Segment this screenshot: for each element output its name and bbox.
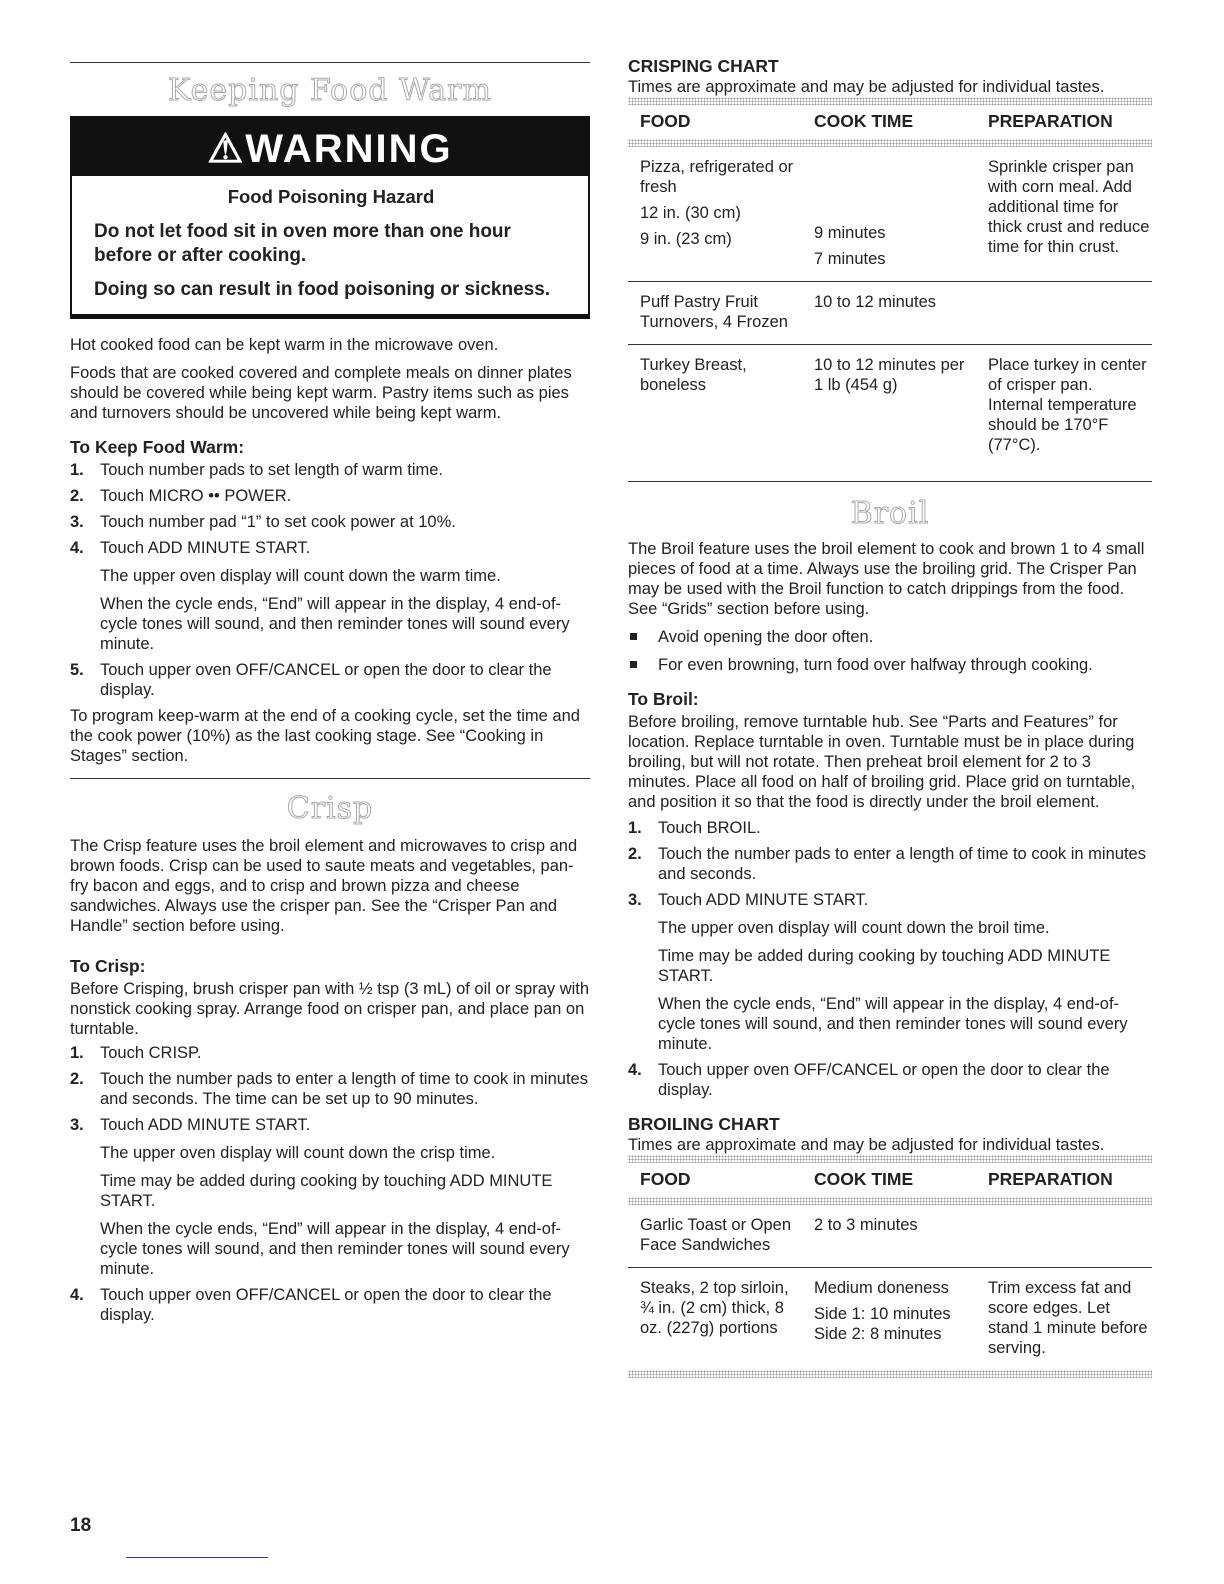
step-text: Touch upper oven OFF/CANCEL or open the door to clear the display. [658,1061,1110,1099]
warning-box [70,116,590,319]
cell-text: 9 minutes [814,224,886,242]
left-column [70,0,590,1331]
table-cell: Puff Pastry Fruit Turnovers, 4 Frozen [628,282,802,345]
table-cell: Sprinkle crisper pan with corn meal. Add additional time for thick crust and reduce time for thin crust. [976,147,1152,282]
cell-text: 9 in. (23 cm) [640,230,732,248]
warning-body [72,176,588,314]
crisp-title: Crisp [286,791,374,826]
cell-text: Medium doneness [814,1279,949,1297]
steps-list [70,1043,590,1325]
list-item [70,512,590,532]
paragraph: The Crisp feature uses the broil element and microwaves to crisp and brown foods. Crisp can be used to saute meats and vegetables, pan-fry bacon and eggs, and to crisp and brown pizza and cheese sandwiches. Always use the crisper pan. See the “Crisper Pan and Handle” section before using. [70,837,578,935]
step-number: 5. [70,661,84,679]
list-item [628,890,1152,1054]
table-cell [976,1205,1152,1268]
subheading: To Broil: [628,689,699,709]
cell-text: Pizza, refrigerated or fresh [640,158,794,196]
step-note: When the cycle ends, “End” will appear in the display, 4 end-of-cycle tones will sound, and then reminder tones will sound every minute. [658,995,1128,1053]
step-note: Time may be added during cooking by touching ADD MINUTE START. [100,1172,553,1210]
paragraph: Hot cooked food can be kept warm in the microwave oven. [70,336,499,354]
step-text: Touch upper oven OFF/CANCEL or open the door to clear the display. [100,1286,552,1324]
bullet-text: Avoid opening the door often. [658,628,874,646]
subheading: To Crisp: [70,956,146,976]
step-number: 3. [628,891,642,909]
dotted-rule [628,97,1152,105]
step-note: When the cycle ends, “End” will appear in the display, 4 end-of-cycle tones will sound, and then reminder tones will sound every minute. [100,595,570,653]
table-row [628,147,1152,282]
bullet-marker [630,661,637,668]
step-number: 4. [70,539,84,557]
right-column [628,0,1152,1378]
column-header: COOK TIME [814,111,914,131]
table-cell: 10 to 12 minutes per 1 lb (454 g) [802,345,976,482]
bullet-item [628,655,1152,675]
bullet-text: For even browning, turn food over halfway through cooking. [658,656,1093,674]
column-header: FOOD [640,111,691,131]
subheading: To Keep Food Warm: [70,437,245,457]
broil-title: Broil [850,496,930,531]
section-divider [70,778,590,779]
list-item [70,1043,590,1063]
cell-text: Side 2: 8 minutes [814,1325,942,1343]
step-text: Touch the number pads to enter a length of time to cook in minutes and seconds. [658,845,1146,883]
section-divider [70,62,590,63]
list-item [628,1060,1152,1100]
table-cell: 10 to 12 minutes [802,282,976,345]
table-cell: 2 to 3 minutes [802,1205,976,1268]
step-note: When the cycle ends, “End” will appear in the display, 4 end-of-cycle tones will sound, and then reminder tones will sound every minute. [100,1220,570,1278]
steps-list [628,818,1152,1100]
paragraph: Foods that are cooked covered and complete meals on dinner plates should be covered while being kept warm. Pastry items such as pies and turnovers should be uncovered while being kept warm. [70,364,572,422]
step-text: Touch BROIL. [658,819,761,837]
cell-text: 12 in. (30 cm) [640,204,741,222]
step-number: 1. [70,461,84,479]
paragraph: The Broil feature uses the broil element to cook and brown 1 to 4 small pieces of food at a time. Always use the broiling grid. The Crisper Pan may be used with the Broil function to catch drippings from the food. See “Grids” section before using. [628,540,1145,618]
step-number: 2. [628,845,642,863]
warning-heading: ⚠WARNING [72,118,588,176]
keep-warm-title: Keeping Food Warm [168,73,492,108]
step-number: 3. [70,1116,84,1134]
step-number: 2. [70,487,84,505]
cell-text: Side 1: 10 minutes [814,1305,951,1323]
step-text: Touch ADD MINUTE START. [658,891,869,909]
step-number: 4. [70,1286,84,1304]
bullet-list [628,627,1152,675]
step-number: 3. [70,513,84,531]
step-text: Touch CRISP. [100,1044,202,1062]
table-cell: Garlic Toast or Open Face Sandwiches [628,1205,802,1268]
paragraph: Before broiling, remove turntable hub. See “Parts and Features” for location. Replace turntable in oven. Turntable must be in place during broiling, but will not rotate. Then preheat broil element for 2 to 3 minutes. Place all food on half of broiling grid. Place grid on turntable, and position it so that the food is directly under the broil element. [628,713,1136,811]
step-text: Touch number pads to set length of warm time. [100,461,444,479]
cell-text: 7 minutes [814,250,886,268]
step-text: Touch number pad “1” to set cook power at 10%. [100,513,456,531]
crisping-chart-table [628,105,1152,482]
column-header: FOOD [640,1169,691,1189]
table-header-row [628,105,1152,139]
crisping-chart-title: CRISPING CHART [628,56,779,76]
paragraph: To program keep-warm at the end of a cooking cycle, set the time and the cook power (10%) as the last cooking stage. See “Cooking in Stages” section. [70,707,580,765]
table-header-row [628,1163,1152,1197]
step-note: The upper oven display will count down the crisp time. [100,1144,496,1162]
step-text: Touch ADD MINUTE START. [100,1116,311,1134]
warning-line-1: Do not let food sit in oven more than one hour before or after cooking. [94,221,511,266]
step-text: Touch MICRO •• POWER. [100,487,292,505]
table-cell: Trim excess fat and score edges. Let stand 1 minute before serving. [988,1279,1148,1357]
list-item [70,660,590,700]
table-cell: Turkey Breast, boneless [628,345,802,482]
table-row [628,1268,1152,1371]
list-item [70,1115,590,1279]
list-item [70,1069,590,1109]
list-item [628,844,1152,884]
list-item [70,1285,590,1325]
dotted-rule [628,139,1152,147]
table-cell [976,282,1152,345]
table-row [628,345,1152,482]
column-header: PREPARATION [988,111,1113,131]
chart-subtitle: Times are approximate and may be adjusted for individual tastes. [628,1136,1105,1154]
column-header: PREPARATION [988,1169,1113,1189]
table-row [628,282,1152,345]
step-note: The upper oven display will count down the broil time. [658,919,1050,937]
step-text: Touch upper oven OFF/CANCEL or open the door to clear the display. [100,661,552,699]
steps-list [70,460,590,700]
table-cell: Steaks, 2 top sirloin, ¾ in. (2 cm) thick, 8 oz. (227g) portions [640,1279,789,1337]
list-item [70,460,590,480]
table-cell [802,147,976,282]
step-note: Time may be added during cooking by touching ADD MINUTE START. [658,947,1111,985]
page-number: 18 [70,1515,92,1536]
step-text: Touch ADD MINUTE START. [100,539,311,557]
footer-divider [126,1557,268,1558]
list-item [628,818,1152,838]
warning-line-2: Doing so can result in food poisoning or sickness. [94,279,551,300]
table-cell: Place turkey in center of crisper pan. Internal temperature should be 170°F (77°C). [976,345,1152,482]
step-number: 2. [70,1070,84,1088]
chart-subtitle: Times are approximate and may be adjusted for individual tastes. [628,78,1105,96]
step-number: 1. [70,1044,84,1062]
bullet-marker [630,633,637,640]
step-text: Touch the number pads to enter a length of time to cook in minutes and seconds. The time can be set up to 90 minutes. [100,1070,588,1108]
table-cell [628,147,802,282]
broiling-chart-title: BROILING CHART [628,1114,780,1134]
table-row [628,1205,1152,1268]
column-header: COOK TIME [814,1169,914,1189]
table-cell [802,1268,976,1371]
step-note: The upper oven display will count down the warm time. [100,567,501,585]
dotted-rule [628,1155,1152,1163]
list-item [70,538,590,654]
dotted-rule [628,1370,1152,1378]
dotted-rule [628,1197,1152,1205]
broiling-chart-table [628,1163,1152,1378]
warning-hazard: Food Poisoning Hazard [227,186,435,207]
step-number: 4. [628,1061,642,1079]
paragraph: Before Crisping, brush crisper pan with ½ tsp (3 mL) of oil or spray with nonstick cooking spray. Arrange food on crisper pan, and place pan on turntable. [70,980,590,1038]
step-number: 1. [628,819,642,837]
bullet-item [628,627,1152,647]
list-item [70,486,590,506]
